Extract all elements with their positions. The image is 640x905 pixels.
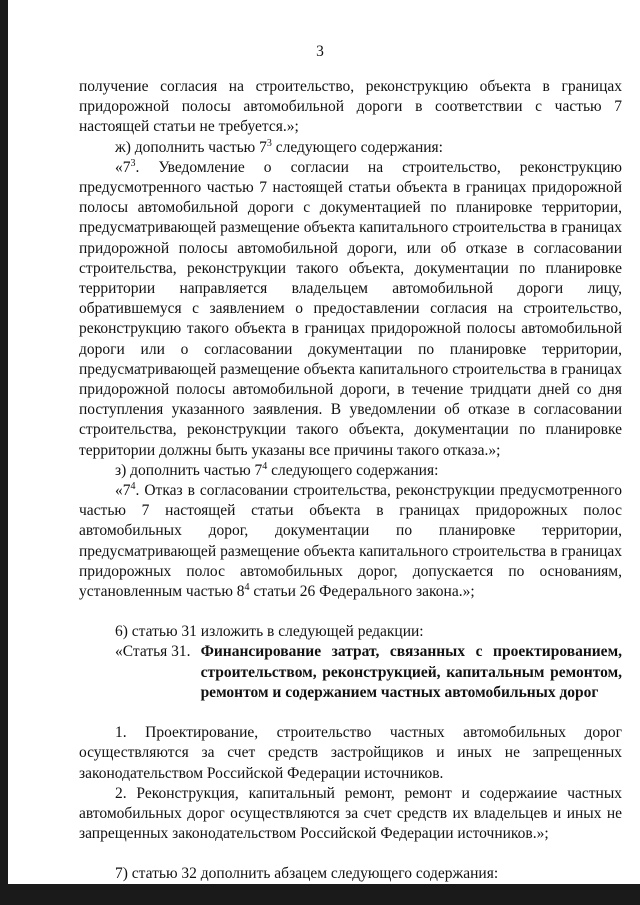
paragraph-article-31-part-1: 1. Проектирование, строительство частных автомобильных дорог осуществляются за счет средств застройщиков и иных не запрещенных законодательством Российской Федерации источников. [79, 724, 622, 782]
paragraph-add-part-7-3: ж) дополнить частью $7^3$ следующего содержания: [115, 137, 443, 156]
paragraph-article-32-intro: 7) статью 32 дополнить абзацем следующего содержания: [115, 865, 499, 883]
paragraph-part-7-3-text: «$7^3$. Уведомление о согласии на строительство, реконструкцию предусмотренного частью 7 настоящей статьи объекта в границах придорожной полосы автомобильной дороги с документацией по планировке территории, предусматривающей размещение объекта капитального строительства в границах придорожной полосы автомобильной дороги, или об отказе в согласовании строительства, реконструкции такого объекта, документации по планировке территории направляется владельцем автомобильной дороги лицу, обратившемуся с заявлением о предоставлении согласия на строительство, реконструкцию такого объекта в границах придорожной полосы автомобильной дороги или о согласовании документации по планировке территории, предусматривающей размещение объекта капитального строительства в границах придорожной полосы автомобильной дороги, в течение тридцати дней со дня поступления указанного заявления. В уведомлении об отказе в согласовании строительства, реконструкции такого объекта, документации по планировке территории должны быть указаны все причины такого отказа.»; [79, 157, 622, 459]
page-number: 3 [316, 43, 324, 60]
page-frame-left [0, 0, 8, 905]
article-31-heading: Финансирование затрат, связанных с проектированием, строительством, реконструкцией, капитальным ремонтом, ремонтом и содержанием частных автомобильных дорог [200, 643, 622, 701]
paragraph-part-7-4-text: «$7^4$. Отказ в согласовании строительства, реконструкции предусмотренного частью 7 настоящей статьи объекта в границах придорожных полос автомобильных дорог, документации по планировке территории, предусматривающей размещение объекта капитального строительства в границах придорожных полос автомобильных дорог, допускается по основаниям, установленным частью $8^4$ статьи 26 Федерального закона.»; [79, 480, 622, 601]
document-body [79, 77, 622, 885]
paragraph-add-part-7-4: з) дополнить частью $7^4$ следующего содержания: [115, 460, 439, 479]
page-frame-bottom [0, 884, 640, 905]
paragraph-article-31-intro: 6) статью 31 изложить в следующей редакции: [115, 623, 424, 641]
paragraph-article-31-part-2: 2. Реконструкция, капитальный ремонт, ремонт и содержаиие частных автомобильных дорог осуществляются за счет средств их владельцев и иных не запрещенных законодательством Российской Федерации источников.»; [79, 784, 622, 843]
article-31-title [115, 642, 622, 703]
paragraph-consent-not-required: получение согласия на строительство, реконструкцию объекта в границах придорожной полосы автомобильной дороги в соответствии с частью 7 настоящей статьи не требуется.»; [79, 78, 622, 136]
article-31-prefix: «Статья 31. [115, 643, 191, 661]
